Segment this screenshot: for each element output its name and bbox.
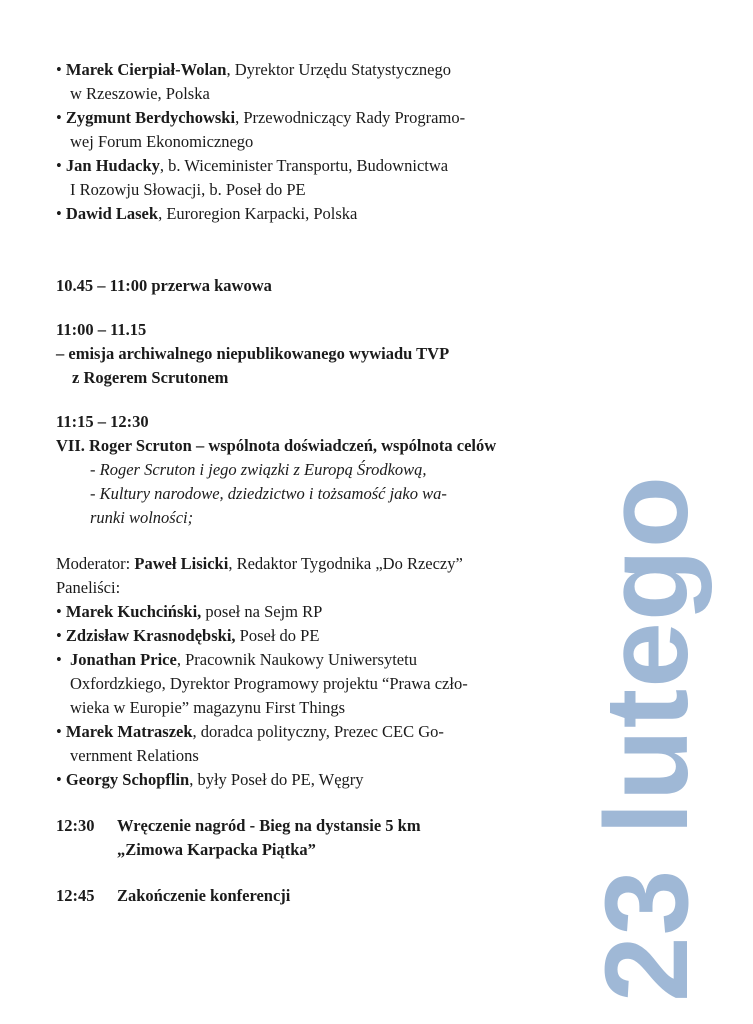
schedule-desc: Wręczenie nagród - Bieg na dystansie 5 km — [117, 816, 421, 835]
panelist-role: , były Poseł do PE, Węgry — [189, 770, 364, 789]
bullet: • — [56, 770, 62, 789]
topic-item: - Kultury narodowe, dziedzictwo i tożsamość jako wa- — [90, 484, 447, 503]
bullet: • — [56, 722, 62, 741]
bullet: • — [56, 626, 62, 645]
schedule-desc-cont: „Zimowa Karpacka Piątka” — [117, 840, 316, 859]
panelist-role: , doradca polityczny, Prezec CEC Go- — [192, 722, 444, 741]
panelist-name: Jonathan Price — [70, 650, 177, 669]
list-item — [56, 58, 546, 106]
list-item — [56, 154, 546, 202]
speaker-name: Dawid Lasek — [65, 204, 159, 223]
side-date-heading: 23 lutego — [581, 475, 713, 1002]
bullet: • — [56, 108, 62, 127]
bullet: • — [56, 60, 62, 79]
speaker-role-cont: I Rozowju Słowacji, b. Poseł do PE — [70, 180, 306, 199]
speaker-name: Jan Hudacky — [65, 156, 160, 175]
bullet: • — [56, 602, 62, 621]
panelist-role-cont: wieka w Europie” magazynu First Things — [70, 698, 346, 717]
speaker-name: Marek Cierpiał-Wolan — [65, 60, 227, 79]
panelist-name: Marek Kuchciński, — [65, 602, 202, 621]
panelist-role-cont: vernment Relations — [70, 746, 199, 765]
list-item — [56, 624, 546, 648]
panelists-label: Paneliści: — [56, 578, 121, 597]
list-item — [56, 600, 546, 624]
program-column — [56, 58, 546, 908]
schedule-time: 12:45 — [56, 886, 95, 905]
list-item — [56, 106, 546, 154]
bullet: • — [56, 156, 62, 175]
bullet: • — [56, 204, 62, 223]
schedule-row — [56, 884, 546, 908]
panelist-name: Zdzisław Krasnodębski, — [65, 626, 236, 645]
list-item — [56, 648, 546, 720]
speaker-role: , Dyrektor Urzędu Statystycznego — [226, 60, 451, 79]
list-item — [56, 768, 546, 792]
moderator — [56, 552, 546, 576]
schedule-desc: Zakończenie konferencji — [117, 886, 291, 905]
session-time: 11:00 – 11.15 — [56, 320, 147, 339]
panelist-role: , Pracownik Naukowy Uniwersytetu — [176, 650, 417, 669]
session-time: 11:15 – 12:30 — [56, 412, 149, 431]
coffee-break: 10.45 – 11:00 przerwa kawowa — [56, 276, 272, 295]
topic-item: - Roger Scruton i jego związki z Europą Środkową, — [90, 460, 427, 479]
session-title-cont: z Rogerem Scrutonem — [72, 368, 229, 387]
speaker-role: , Euroregion Karpacki, Polska — [158, 204, 358, 223]
panelist-name: Georgy Schopflin — [65, 770, 190, 789]
list-item — [56, 720, 546, 768]
moderator-role: , Redaktor Tygodnika „Do Rzeczy” — [228, 554, 463, 573]
speaker-role-cont: wej Forum Ekonomicznego — [70, 132, 254, 151]
session-title: – emisja archiwalnego niepublikowanego wywiadu TVP — [56, 344, 450, 363]
speaker-role-cont: w Rzeszowie, Polska — [70, 84, 210, 103]
bullet: • — [56, 650, 62, 669]
session-title: VII. Roger Scruton – wspólnota doświadczeń, wspólnota celów — [56, 436, 497, 455]
moderator-label: Moderator: — [56, 554, 135, 573]
speaker-name: Zygmunt Berdychowski — [65, 108, 236, 127]
topic-item: runki wolności; — [90, 508, 194, 527]
panelist-role-cont: Oxfordzkiego, Dyrektor Programowy projektu “Prawa czło- — [70, 674, 468, 693]
list-item — [56, 202, 546, 226]
schedule-row — [56, 814, 546, 862]
panelist-role: Poseł do PE — [235, 626, 320, 645]
speaker-role: , Przewodniczący Rady Programo- — [235, 108, 466, 127]
schedule-time: 12:30 — [56, 816, 95, 835]
moderator-name: Paweł Lisicki — [134, 554, 229, 573]
panelist-name: Marek Matraszek — [65, 722, 193, 741]
panelist-role: poseł na Sejm RP — [201, 602, 323, 621]
speaker-role: , b. Wiceminister Transportu, Budownictwa — [159, 156, 449, 175]
